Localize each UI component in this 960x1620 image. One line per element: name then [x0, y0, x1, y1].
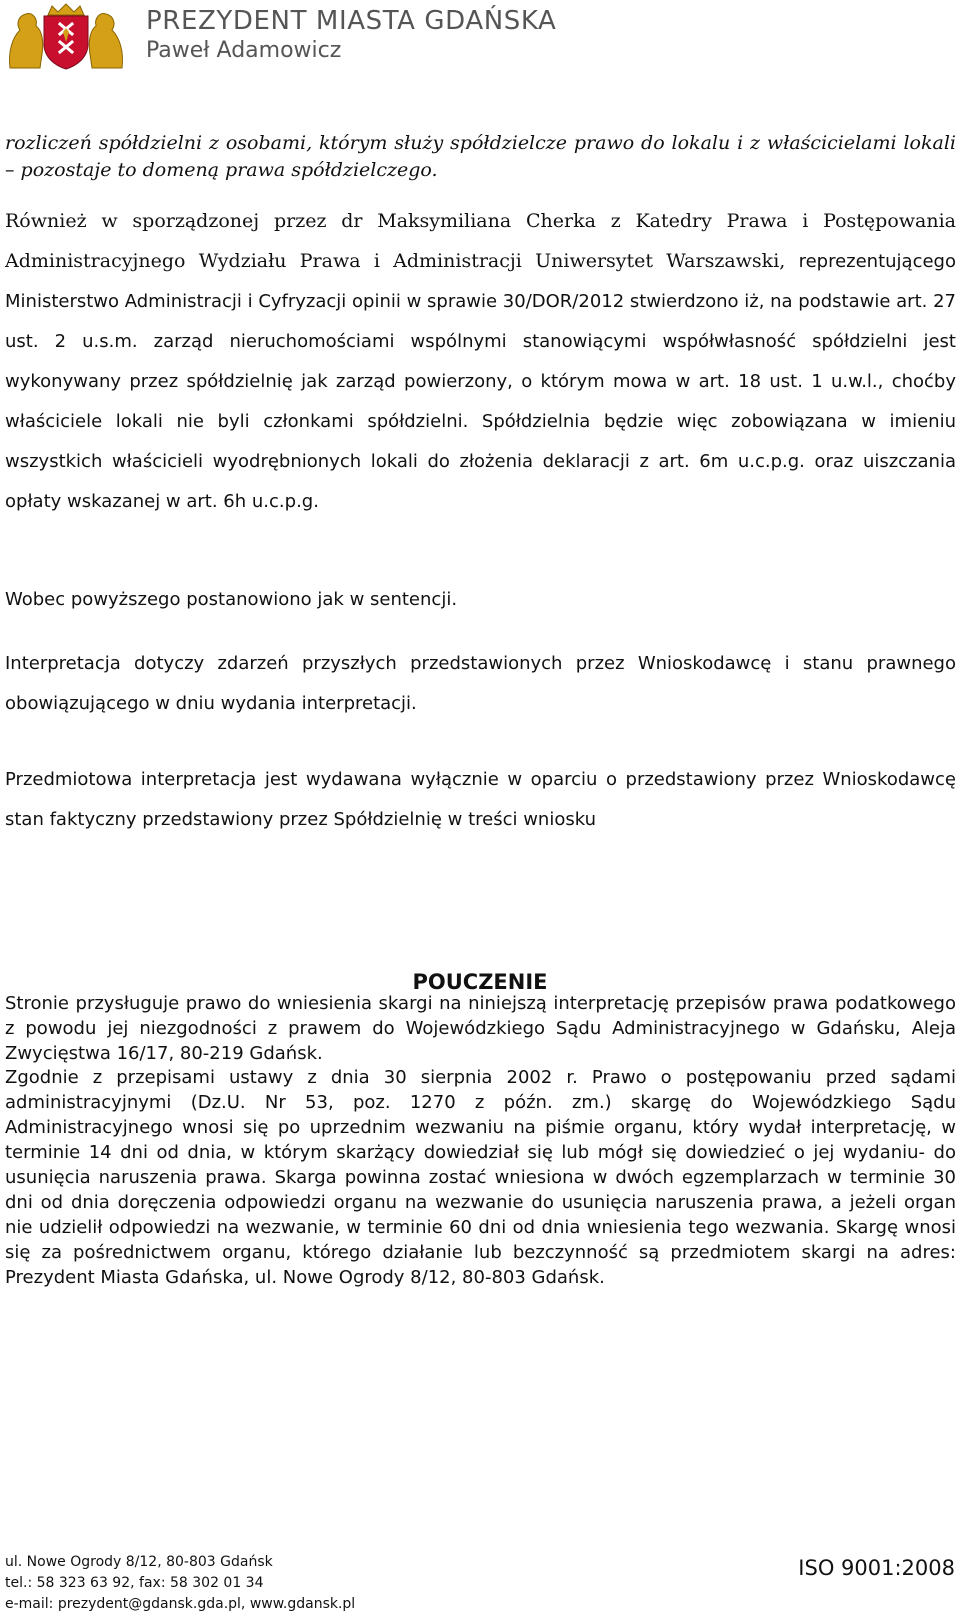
section-heading-pouczenie: POUCZENIE — [412, 970, 548, 994]
footer-email: e-mail: prezydent@gdansk.gda.pl, www.gdansk.pl — [5, 1596, 356, 1612]
footer-contact — [5, 1552, 355, 1615]
gdansk-coat-of-arms-icon — [4, 2, 128, 70]
paragraph-appeal-procedure: Zgodnie z przepisami ustawy z dnia 30 sierpnia 2002 r. Prawo o postępowaniu przed sądami administracyjnymi (Dz.U. Nr 53, poz. 1270 z późn. zm.) skargę do Wojewódzkiego Sądu Administracyjnego wnosi się po uprzednim wezwaniu na piśmie organu, który wydał interpretację, w terminie 14 dni od dnia, w którym skarżący dowiedział się lub mógł się dowiedzieć o jej wydaniu- do usunięcia naruszenia prawa. Skarga powinna zostać wniesiona w dwóch egzemplarzach w terminie 30 dni od dnia doręczenia odpowiedzi organu na wezwanie do usunięcia naruszenia prawa, a jeżeli organ nie udzielił odpowiedzi na wezwanie, w terminie 60 dni od dnia wniesienia tego wezwania. Skargę wnosi się za pośrednictwem organu, którego działanie lub bezczynność są przedmiotem skargi na adres: Prezydent Miasta Gdańska, ul. Nowe Ogrody 8/12, 80-803 Gdańsk. — [5, 1067, 956, 1288]
org-title: PREZYDENT MIASTA GDAŃSKA — [146, 6, 557, 36]
paragraph-opinion — [5, 201, 956, 522]
paragraph-settlements: rozliczeń spółdzielni z osobami, którym służy spółdzielcze prawo do lokalu i z właścicielami lokali – pozostaje to domeną prawa spółdzielczego. — [5, 132, 956, 181]
footer-address: ul. Nowe Ogrody 8/12, 80-803 Gdańsk — [5, 1554, 273, 1570]
footer-phone: tel.: 58 323 63 92, fax: 58 302 01 34 — [5, 1575, 264, 1591]
paragraph-opinion-part-b: reprezentującego Ministerstwo Administracji i Cyfryzacji opinii w sprawie 30/DOR/2012 stwierdzono iż, na podstawie art. 27 ust. 2 u.s.m. zarząd nieruchomościami wspólnymi stanowiącymi współwłasność spółdzielni jest wykonywany przez spółdzielnię jak zarząd powierzony, o którym mowa w art. 18 ust. 1 u.w.l., choćby właściciele lokali nie byli członkami spółdzielni. Spółdzielnia będzie więc zobowiązana w imieniu wszystkich właścicieli wyodrębnionych lokali do złożenia deklaracji z art. 6m u.c.p.g. oraz uiszczania opłaty wskazanej w art. 6h u.c.p.g. — [5, 251, 956, 512]
paragraph-appeal-right: Stronie przysługuje prawo do wniesienia skargi na niniejszą interpretację przepisów prawa podatkowego z powodu jej niezgodności z prawem do Wojewódzkiego Sądu Administracyjnego w Gdańsku, Aleja Zwycięstwa 16/17, 80-219 Gdańsk. — [5, 993, 956, 1064]
paragraph-opinion-part-a: Również w sporządzonej przez dr Maksymiliana Cherka z Katedry Prawa i Postępowania Administracyjnego Wydziału Prawa i Administracji Uniwersytet Warszawski, — [5, 210, 956, 272]
org-name: Paweł Adamowicz — [146, 38, 342, 63]
paragraph-interpretation-scope: Interpretacja dotyczy zdarzeń przyszłych przedstawionych przez Wnioskodawcę i stanu prawnego obowiązującego w dniu wydania interpretacji. — [5, 653, 956, 714]
paragraph-conclusion: Wobec powyższego postanowiono jak w sentencji. — [5, 589, 458, 610]
letterhead — [0, 0, 960, 75]
paragraph-interpretation-basis: Przedmiotowa interpretacja jest wydawana wyłącznie w oparciu o przedstawiony przez Wnioskodawcę stan faktyczny przedstawiony przez Spółdzielnię w treści wniosku — [5, 769, 956, 830]
iso-certification: ISO 9001:2008 — [798, 1556, 955, 1580]
